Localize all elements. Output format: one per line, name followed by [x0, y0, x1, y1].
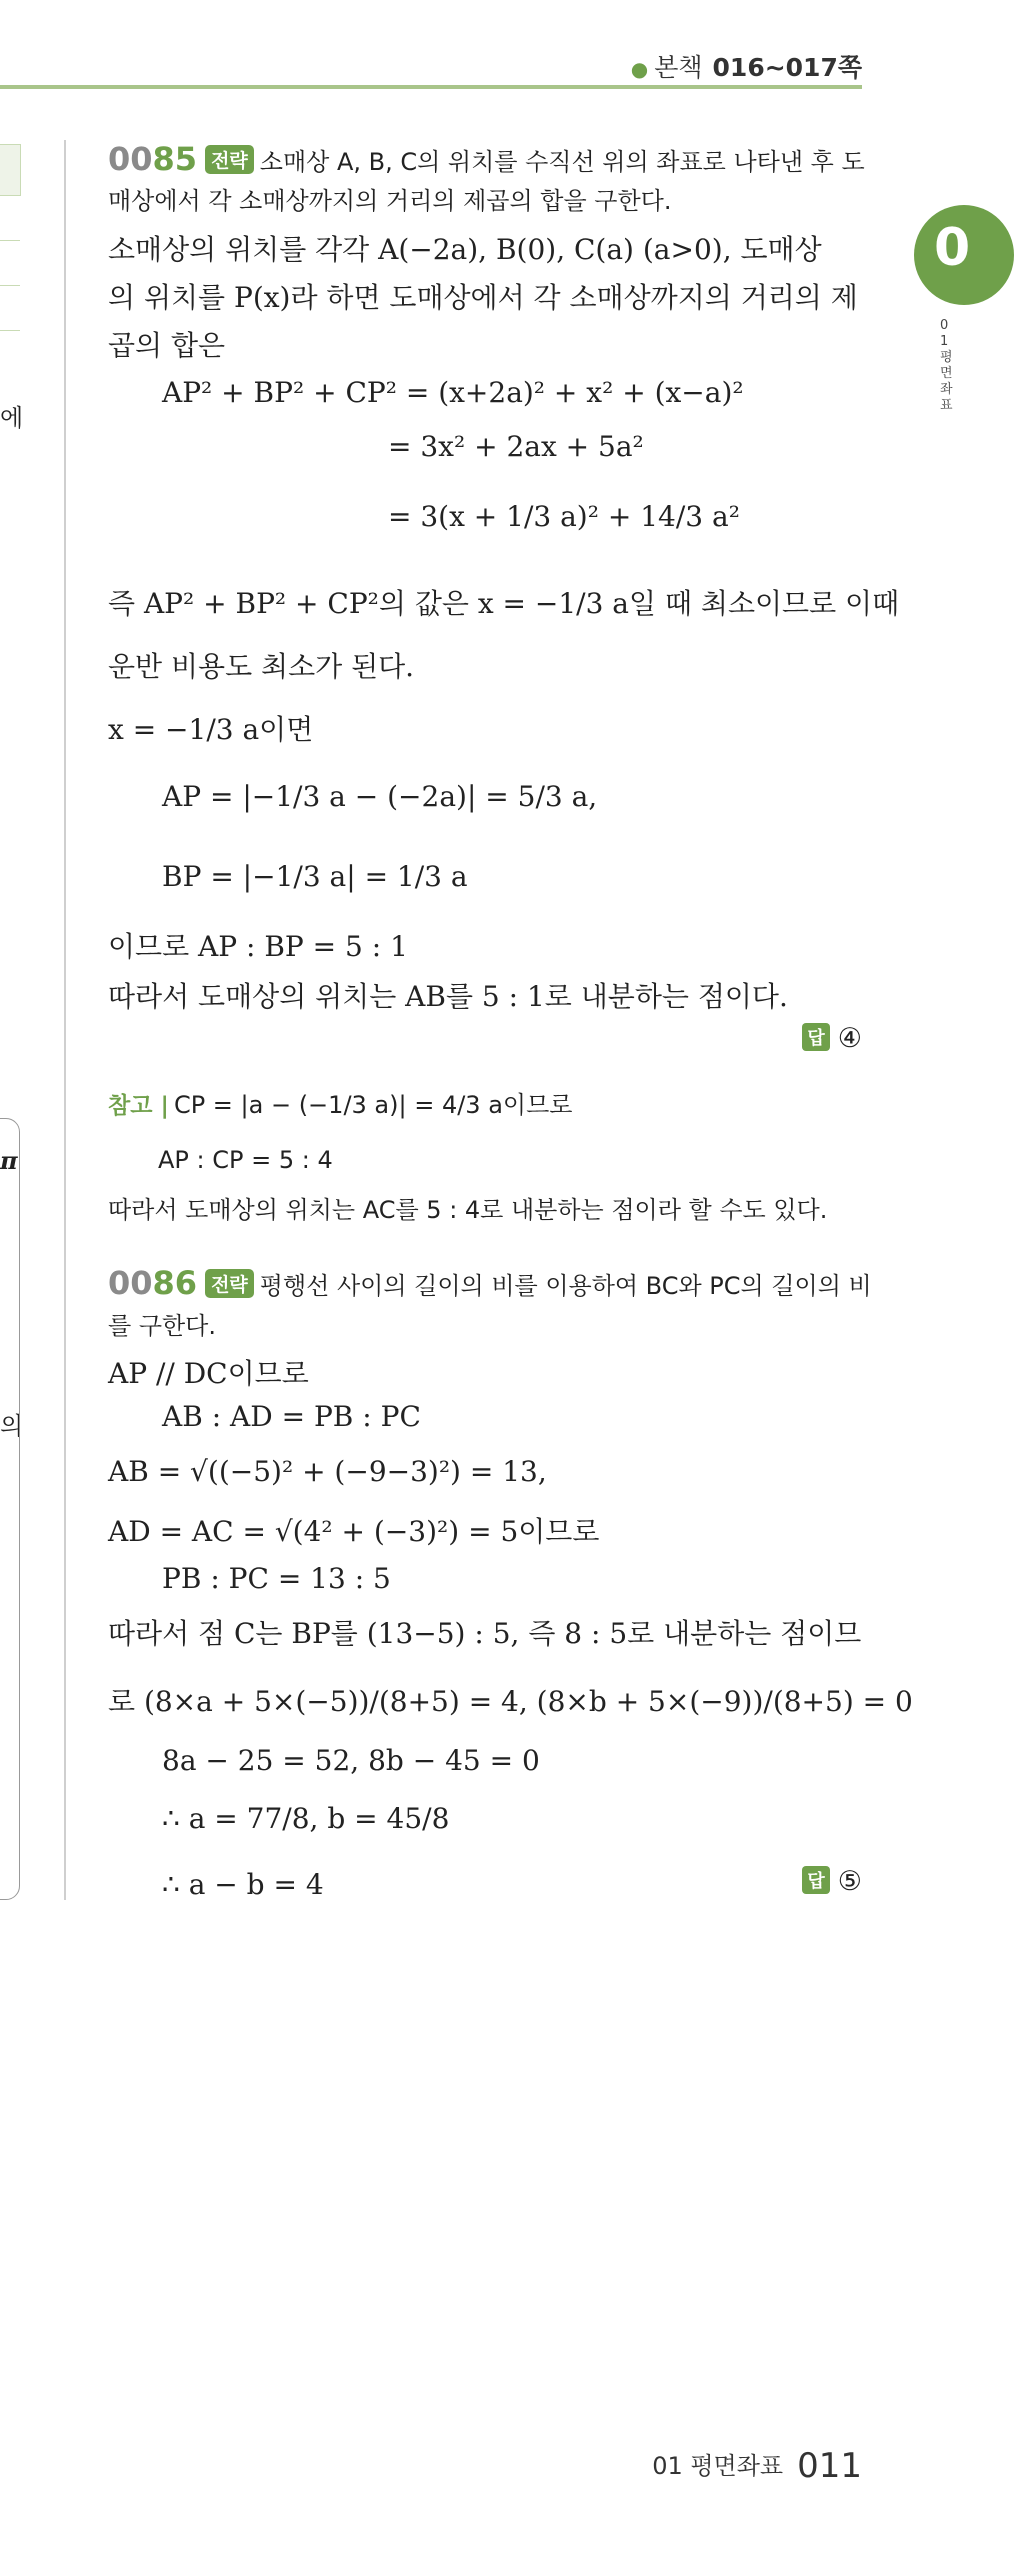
problem-0086-header [108, 1264, 872, 1302]
equation: ∴ a = 77/8, b = 45/8 [162, 1802, 450, 1835]
equation: ∴ a − b = 4 [162, 1868, 324, 1901]
note-label: 참고 | [108, 1093, 169, 1119]
strategy-text: 매상에서 각 소매상까지의 거리의 제곱의 합을 구한다. [108, 187, 672, 215]
strategy-badge: 전략 [205, 1269, 254, 1298]
left-column-fragment: 에 [0, 404, 24, 432]
left-column-rule [0, 240, 20, 241]
solution-line: 운반 비용도 최소가 된다. [108, 650, 415, 683]
bullet-icon: ● [630, 57, 649, 81]
problem-number: 0085 [108, 140, 198, 178]
problem-0085-header [108, 140, 865, 178]
equation: AD = AC = √(4² + (−3)²) = 5이므로 [108, 1515, 600, 1548]
strategy-text: 소매상 A, B, C의 위치를 수직선 위의 좌표로 나타낸 후 도 [259, 148, 865, 176]
equation: 로 (8×a + 5×(−5))/(8+5) = 4, (8×b + 5×(−9))/(8+5) = 0 [108, 1685, 913, 1718]
left-column-box [0, 144, 21, 196]
solution-line: x = −1/3 a이면 [108, 713, 314, 746]
solution-line: 곱의 합은 [108, 329, 226, 362]
equation: 8a − 25 = 52, 8b − 45 = 0 [162, 1744, 540, 1777]
equation: AB : AD = PB : PC [162, 1400, 421, 1433]
note-line: 참고 | CP = |a − (−1/3 a)| = 4/3 a이므로 [108, 1091, 573, 1119]
answer-badge: 답 [802, 1866, 829, 1894]
equation: PB : PC = 13 : 5 [162, 1562, 391, 1595]
left-column-rule [0, 330, 20, 331]
answer-badge: 답 [802, 1023, 829, 1051]
strategy-badge: 전략 [205, 145, 254, 174]
note-line: AP : CP = 5 : 4 [158, 1146, 333, 1174]
column-divider [64, 140, 66, 1900]
solution-line: 이므로 AP : BP = 5 : 1 [108, 930, 408, 963]
answer: 답 ⑤ [802, 1866, 862, 1897]
strategy-text: 를 구한다. [108, 1312, 216, 1340]
solution-line: 소매상의 위치를 각각 A(−2a), B(0), C(a) (a>0), 도매상 [108, 233, 822, 266]
chapter-tab-vertical-text: 01 평면좌표 [940, 318, 953, 413]
left-column-rounded-box [0, 1118, 20, 1900]
left-column-rule [0, 285, 20, 286]
equation: BP = |−1/3 a| = 1/3 a [162, 860, 468, 893]
page-number: 011 [797, 2446, 862, 2486]
equation: AB = √((−5)² + (−9−3)²) = 13, [108, 1455, 547, 1488]
equation: AP = |−1/3 a − (−2a)| = 5/3 a, [162, 780, 598, 813]
header-page-reference: ● 본책 016~017쪽 [630, 53, 862, 82]
equation: AP² + BP² + CP² = (x+2a)² + x² + (x−a)² [162, 376, 744, 409]
problem-number: 0086 [108, 1264, 198, 1302]
solution-line: 따라서 점 C는 BP를 (13−5) : 5, 즉 8 : 5로 내분하는 점이므 [108, 1617, 862, 1650]
solution-line: AP // DC이므로 [108, 1357, 309, 1390]
page-footer [652, 2446, 862, 2486]
equation: = 3(x + 1/3 a)² + 14/3 a² [388, 500, 740, 533]
equation: = 3x² + 2ax + 5a² [388, 430, 644, 463]
chapter-tab-number: 0 [934, 218, 971, 278]
strategy-text: 평행선 사이의 길이의 비를 이용하여 BC와 PC의 길이의 비 [259, 1272, 872, 1300]
footer-chapter: 01 평면좌표 [652, 2452, 784, 2480]
header-rule [0, 85, 862, 89]
answer: 답 ④ [802, 1023, 862, 1054]
left-column-fragment: 의 [0, 1412, 24, 1440]
left-column-fragment: π [0, 1146, 18, 1175]
note-line: 따라서 도매상의 위치는 AC를 5 : 4로 내분하는 점이라 할 수도 있다. [108, 1196, 828, 1224]
solution-line: 즉 AP² + BP² + CP²의 값은 x = −1/3 a일 때 최소이므로 이때 [108, 587, 900, 620]
solution-line: 따라서 도매상의 위치는 AB를 5 : 1로 내분하는 점이다. [108, 980, 788, 1013]
solution-line: 의 위치를 P(x)라 하면 도매상에서 각 소매상까지의 거리의 제 [108, 281, 858, 314]
